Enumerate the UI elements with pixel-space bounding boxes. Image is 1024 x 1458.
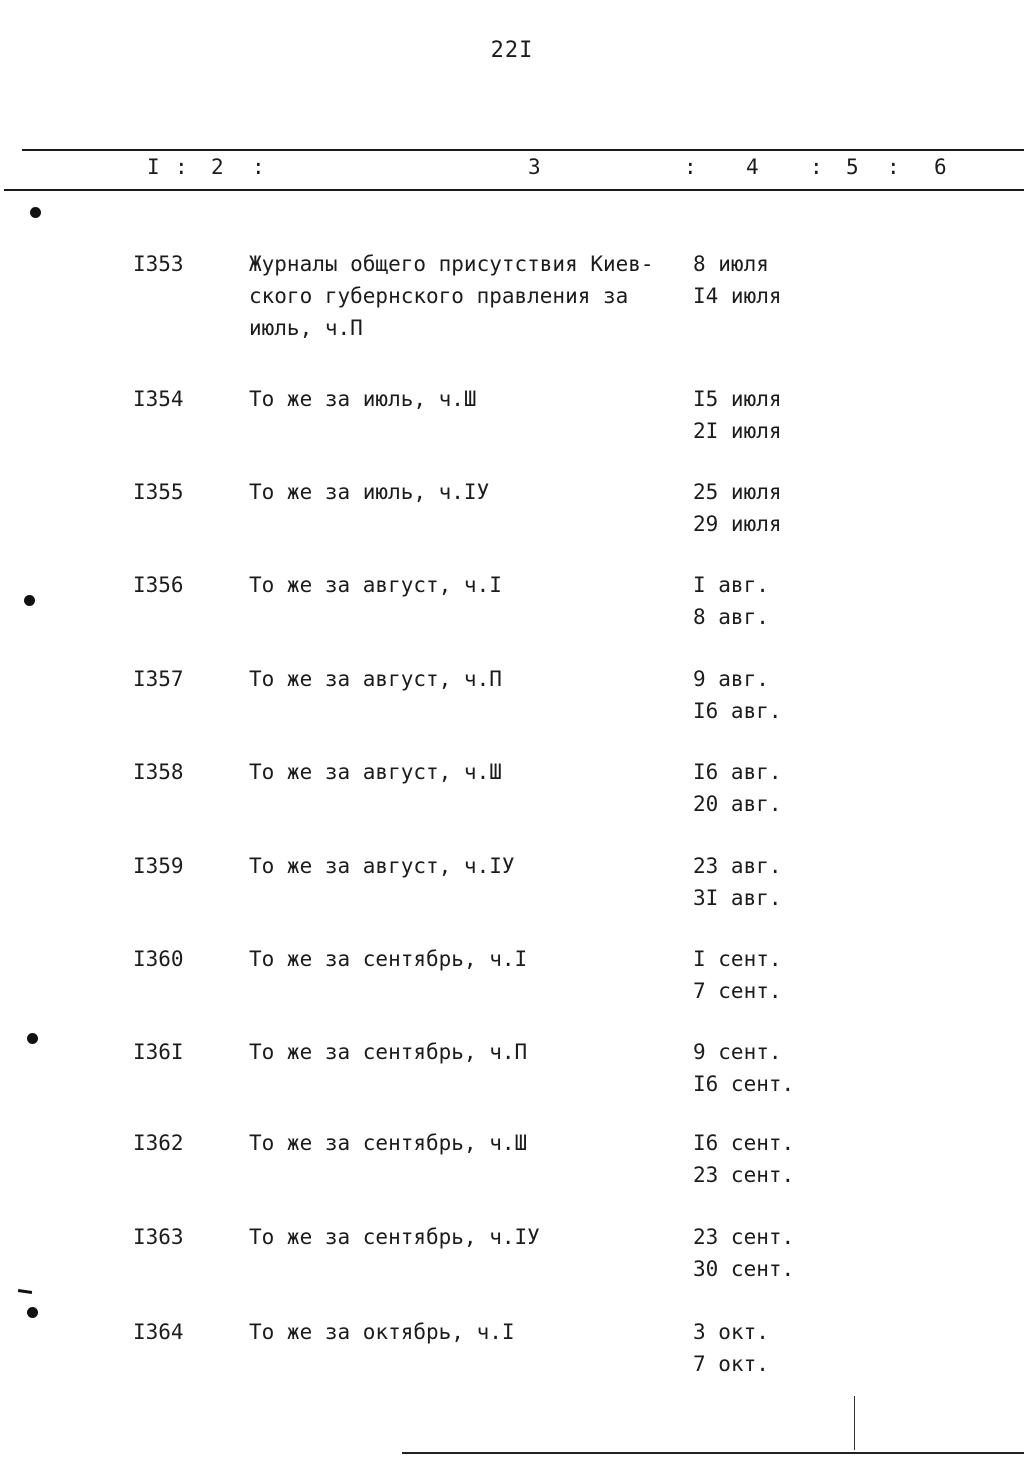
header-col-6: 6 <box>934 155 947 179</box>
entry-end-date: 20 авг. <box>693 792 782 816</box>
entry-end-date: 7 окт. <box>693 1352 769 1376</box>
header-col-1: I <box>147 155 160 179</box>
entry-title: То же за август, ч.П <box>249 667 502 691</box>
entry-title: То же за октябрь, ч.I <box>249 1320 515 1344</box>
entry-start-date: I6 авг. <box>693 760 782 784</box>
margin-mark <box>18 1289 32 1294</box>
entry-start-date: I авг. <box>693 573 769 597</box>
header-col-3: 3 <box>528 155 541 179</box>
entry-number: I359 <box>133 854 184 878</box>
entry-end-date: I6 сент. <box>693 1072 795 1096</box>
page-number: 22I <box>490 38 534 63</box>
entry-start-date: I6 сент. <box>693 1131 795 1155</box>
entry-dates <box>693 1221 833 1285</box>
entry-end-date: 30 сент. <box>693 1257 795 1281</box>
punch-hole <box>27 1033 38 1044</box>
entry-title: Журналы общего присутствия Киев- ского губернского правления за июль, ч.П <box>249 252 654 340</box>
header-separator: : <box>684 155 697 179</box>
entry-number: I360 <box>133 947 184 971</box>
entry-start-date: 9 сент. <box>693 1040 782 1064</box>
entry-start-date: 25 июля <box>693 480 782 504</box>
entry-number: I354 <box>133 387 184 411</box>
header-top-rule <box>22 149 1024 151</box>
entry-dates <box>693 756 833 820</box>
header-separator: : <box>252 155 265 179</box>
entry-dates <box>693 1316 833 1380</box>
entry-number: I358 <box>133 760 184 784</box>
punch-hole <box>30 207 41 218</box>
entry-start-date: 23 авг. <box>693 854 782 878</box>
entry-title: То же за июль, ч.IУ <box>249 480 490 504</box>
entry-end-date: 7 сент. <box>693 979 782 1003</box>
header-separator: : <box>887 155 900 179</box>
entry-number: I353 <box>133 252 184 276</box>
entry-end-date: 23 сент. <box>693 1163 795 1187</box>
entry-dates <box>693 943 833 1007</box>
entry-title: То же за сентябрь, ч.П <box>249 1040 528 1064</box>
entry-dates <box>693 663 833 727</box>
entry-number: I357 <box>133 667 184 691</box>
entry-dates <box>693 569 833 633</box>
entry-end-date: 29 июля <box>693 512 782 536</box>
header-bottom-rule <box>4 189 1024 191</box>
entry-title: То же за июль, ч.Ш <box>249 387 477 411</box>
entry-start-date: 8 июля <box>693 252 769 276</box>
entry-start-date: 9 авг. <box>693 667 769 691</box>
entry-title: То же за август, ч.I <box>249 573 502 597</box>
header-col-5: 5 <box>846 155 859 179</box>
entry-title: То же за сентябрь, ч.Ш <box>249 1131 528 1155</box>
punch-hole <box>27 1307 38 1318</box>
entry-number: I355 <box>133 480 184 504</box>
header-col-4: 4 <box>746 155 759 179</box>
vertical-rule <box>854 1396 855 1450</box>
entry-end-date: 8 авг. <box>693 605 769 629</box>
entry-title: То же за август, ч.Ш <box>249 760 502 784</box>
entry-start-date: 23 сент. <box>693 1225 795 1249</box>
header-col-2: 2 <box>211 155 224 179</box>
entry-dates <box>693 1127 833 1191</box>
punch-hole <box>24 595 35 606</box>
header-separator: : <box>810 155 823 179</box>
entry-title: То же за август, ч.IУ <box>249 854 515 878</box>
entry-dates <box>693 1036 833 1100</box>
entry-number: I364 <box>133 1320 184 1344</box>
entry-end-date: I4 июля <box>693 284 782 308</box>
bottom-rule <box>402 1452 1024 1454</box>
header-separator: : <box>175 155 188 179</box>
entry-start-date: 3 окт. <box>693 1320 769 1344</box>
entry-number: I356 <box>133 573 184 597</box>
entry-title: То же за сентябрь, ч.IУ <box>249 1225 540 1249</box>
entry-start-date: I5 июля <box>693 387 782 411</box>
entry-number: I362 <box>133 1131 184 1155</box>
entry-end-date: 3I авг. <box>693 886 782 910</box>
entry-end-date: I6 авг. <box>693 699 782 723</box>
entry-dates <box>693 383 833 447</box>
entry-dates <box>693 850 833 914</box>
entry-end-date: 2I июля <box>693 419 782 443</box>
entry-number: I363 <box>133 1225 184 1249</box>
entry-title: То же за сентябрь, ч.I <box>249 947 528 971</box>
entry-number: I36I <box>133 1040 184 1064</box>
entry-start-date: I сент. <box>693 947 782 971</box>
entry-dates <box>693 248 833 312</box>
entry-dates <box>693 476 833 540</box>
